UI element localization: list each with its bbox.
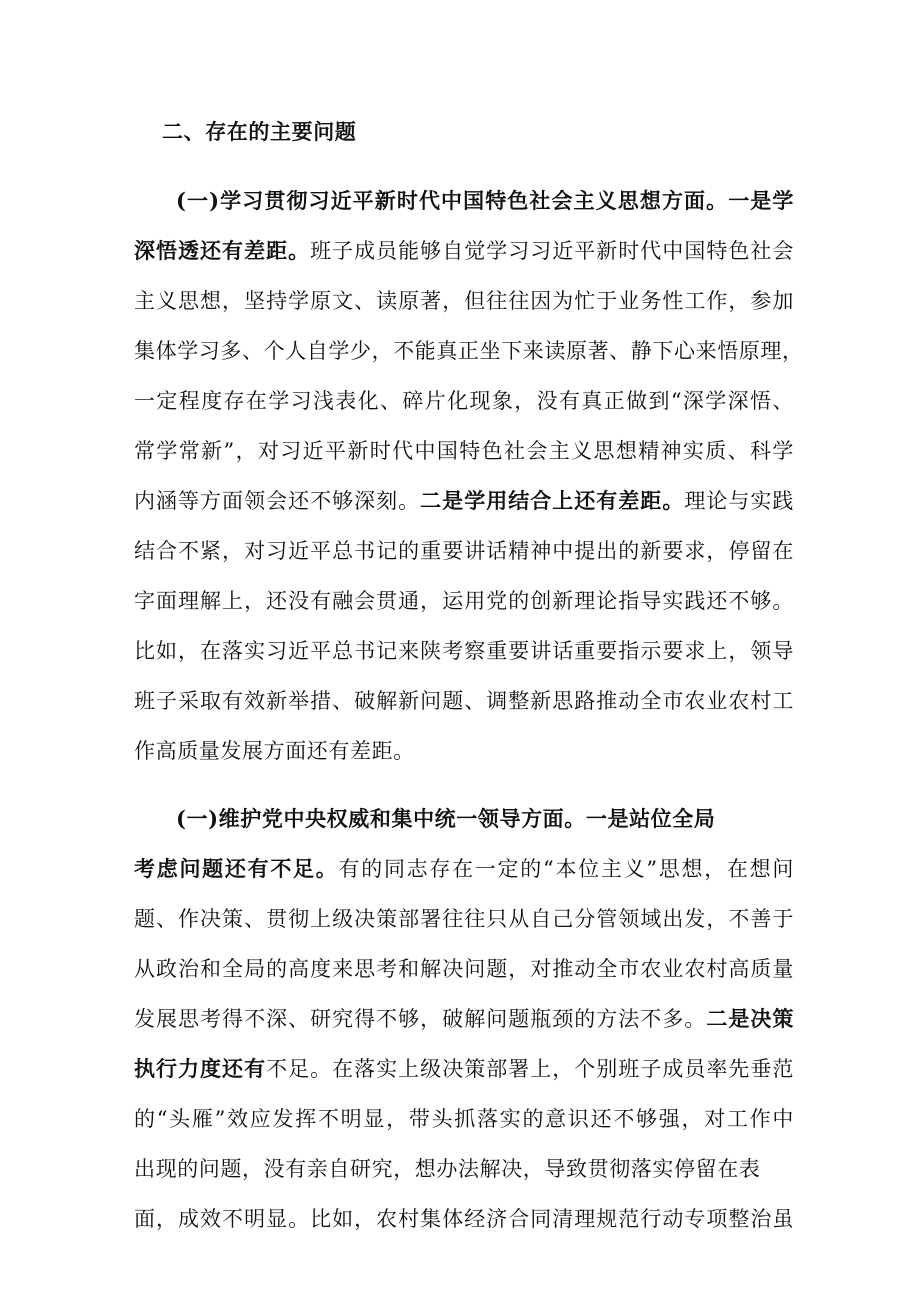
paragraph-line: 的“头雁”效应发挥不明显，带头抓落实的意识还不够强，对工作中 xyxy=(134,1107,794,1131)
body-text: 有的同志存在一定的“本位主义”思想，在想问 xyxy=(338,857,794,881)
paragraph-line: 结合不紧，对习近平总书记的重要讲话精神中提出的新要求，停留在 xyxy=(134,539,794,563)
body-text: 理论与实践 xyxy=(684,489,794,513)
bold-text: 二是学用结合上还有差距。 xyxy=(420,488,685,513)
paragraph-line: 常学常新”，对习近平新时代中国特色社会主义思想精神实质、科学 xyxy=(134,439,794,463)
paragraph-line xyxy=(134,236,794,266)
paragraph-line xyxy=(176,186,794,216)
body-text: 不足。在落实上级决策部署上，个别班子成员率先垂范 xyxy=(266,1057,794,1081)
paragraph-line xyxy=(134,1004,794,1034)
body-text: 发展思考得不深、研究得不够，破解问题瓶颈的方法不多。 xyxy=(134,1007,707,1031)
bold-text: 深悟透还有差距。 xyxy=(134,238,311,263)
paragraph-line: 作高质量发展方面还有差距。 xyxy=(134,739,415,763)
paragraph-line xyxy=(134,1054,794,1084)
paragraph-line: 出现的问题，没有亲自研究，想办法解决，导致贯彻落实停留在表 xyxy=(134,1157,761,1181)
paragraph-line: 主义思想，坚持学原文、读原著，但往往因为忙于业务性工作，参加 xyxy=(134,289,794,313)
paragraph-line xyxy=(134,854,794,884)
paragraph-line: 比如，在落实习近平总书记来陕考察重要讲话重要指示要求上，领导 xyxy=(134,639,794,663)
body-text: 班子成员能够自觉学习习近平新时代中国特色社会 xyxy=(310,239,794,263)
body-text: 内涵等方面领会还不够深刻。 xyxy=(134,489,421,513)
paragraph-line: 面，成效不明显。比如，农村集体经济合同清理规范行动专项整治虽 xyxy=(134,1207,794,1231)
bold-text: 二是决策 xyxy=(706,1006,794,1031)
paragraph-line xyxy=(134,486,794,516)
paragraph-line xyxy=(176,804,736,834)
paragraph-line: 一定程度存在学习浅表化、碎片化现象，没有真正做到“深学深悟、 xyxy=(134,389,794,413)
bold-text: (一)学习贯彻习近平新时代中国特色社会主义思想方面。一是学 xyxy=(176,188,794,213)
section-heading: 二、存在的主要问题 xyxy=(162,119,357,144)
paragraph-line: 从政治和全局的高度来思考和解决问题，对推动全市农业农村高质量 xyxy=(134,957,794,981)
bold-text: 考虑问题还有不足。 xyxy=(134,856,339,881)
paragraph-line: 字面理解上，还没有融会贯通，运用党的创新理论指导实践还不够。 xyxy=(134,589,794,613)
paragraph-line: 班子采取有效新举措、破解新问题、调整新思路推动全市农业农村工 xyxy=(134,689,794,713)
bold-text: (一)维护党中央权威和集中统一领导方面。一是站位全局 xyxy=(176,806,716,831)
bold-text: 执行力度还有 xyxy=(134,1056,267,1081)
paragraph-line: 题、作决策、贯彻上级决策部署往往只从自己分管领域出发，不善于 xyxy=(134,907,794,931)
paragraph-line: 集体学习多、个人自学少，不能真正坐下来读原著、静下心来悟原理， xyxy=(134,339,804,363)
